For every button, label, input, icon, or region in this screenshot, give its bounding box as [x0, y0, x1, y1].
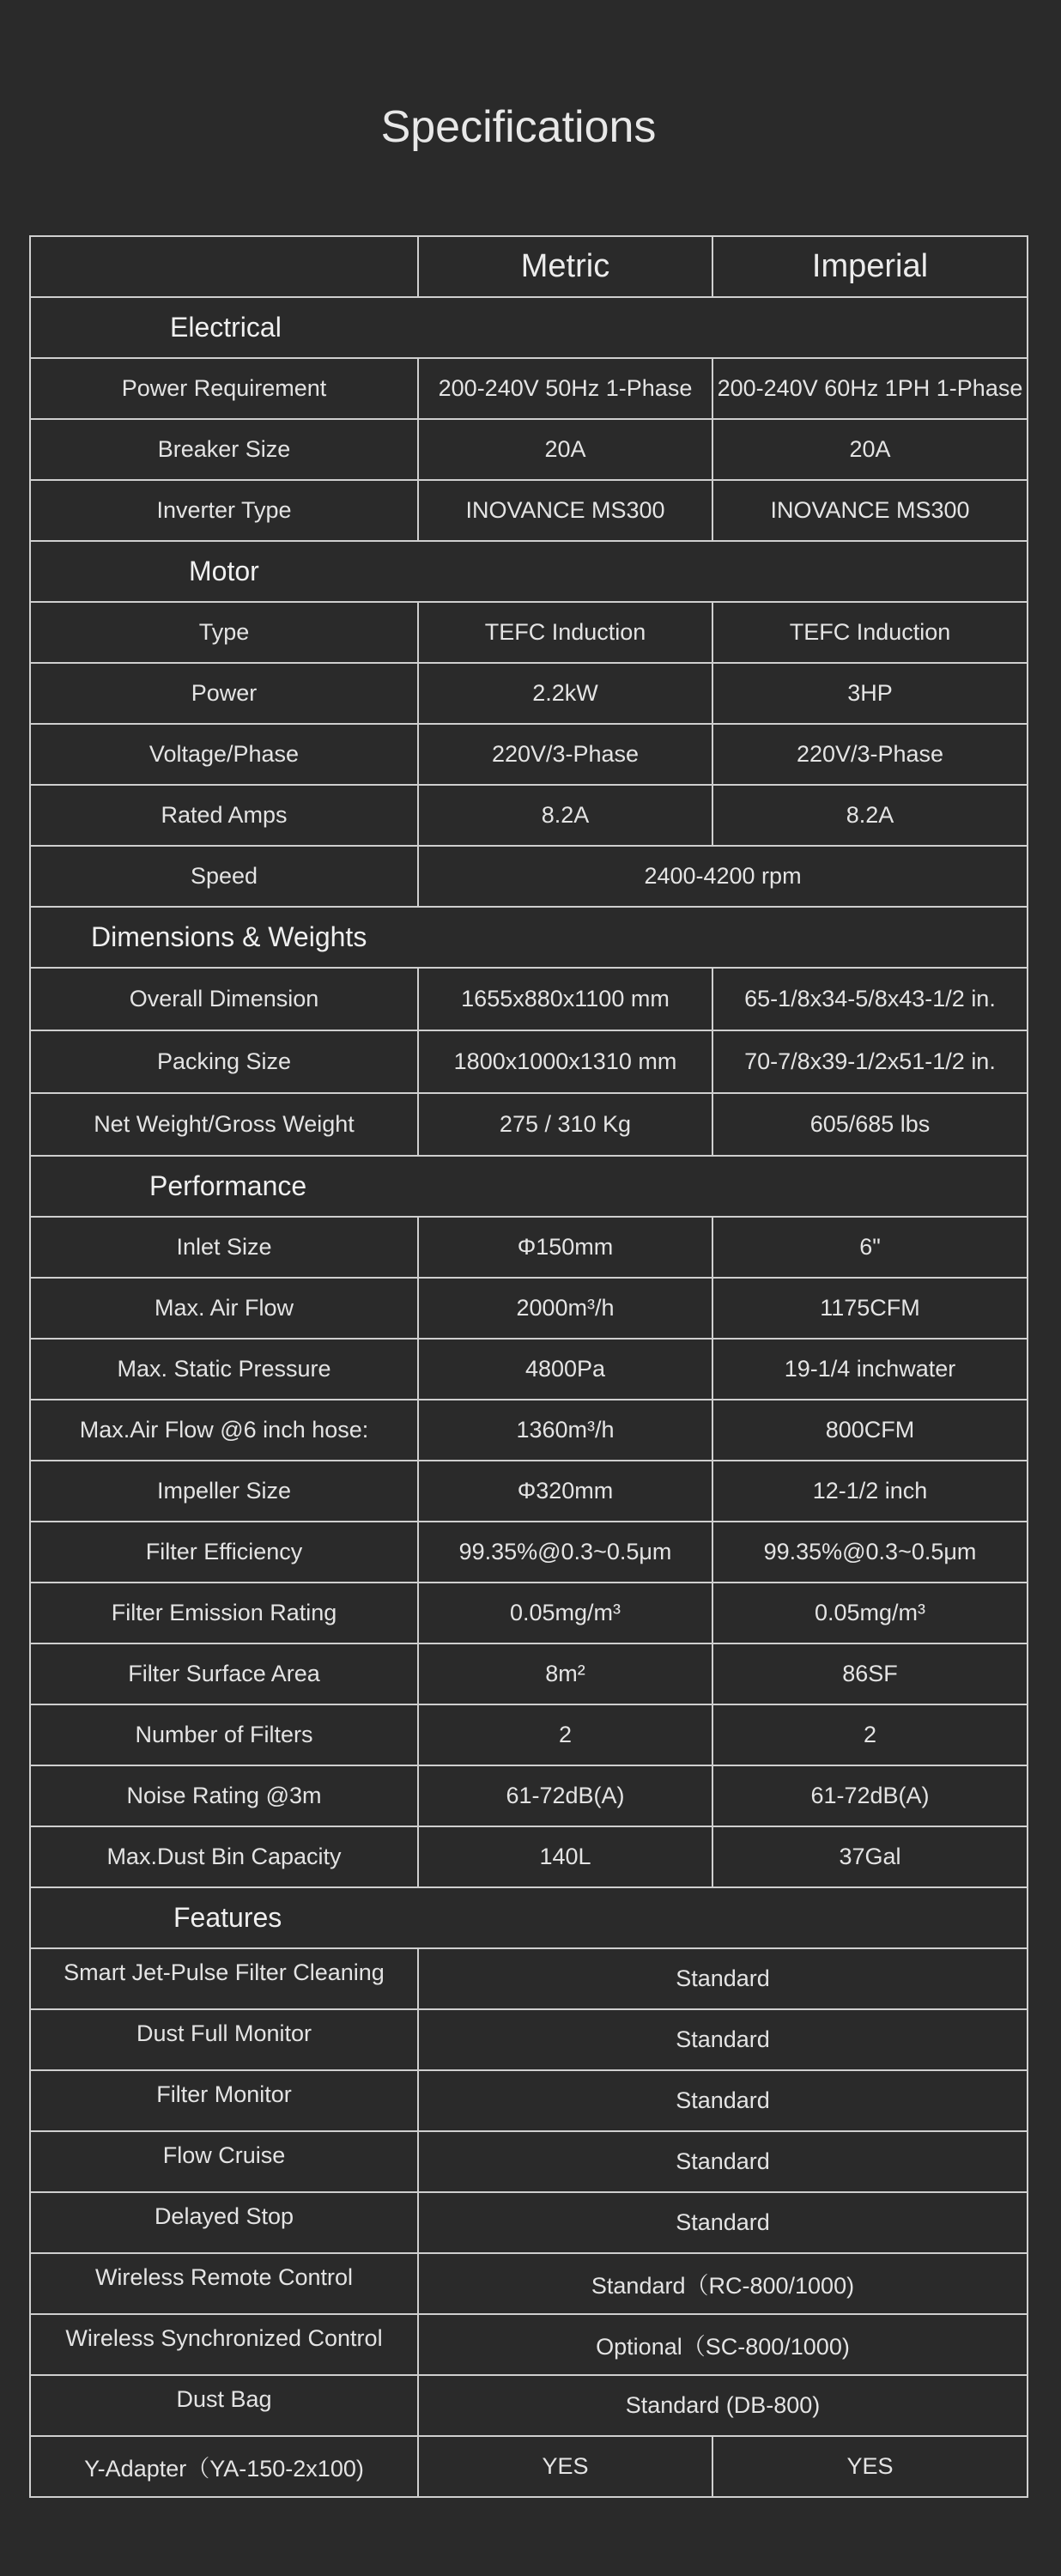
metric-value: 200-240V 50Hz 1-Phase [418, 358, 712, 419]
shared-value: Optional（SC-800/1000) [418, 2314, 1028, 2375]
row-label: Number of Filters [30, 1704, 418, 1765]
section-heading-text: Features [173, 1902, 282, 1933]
imperial-value: 200-240V 60Hz 1PH 1-Phase [712, 358, 1028, 419]
table-row [30, 1583, 1028, 1643]
section-heading-dimensions [30, 907, 1028, 968]
row-label: Net Weight/Gross Weight [30, 1093, 418, 1156]
row-label: Packing Size [30, 1030, 418, 1093]
column-header-metric: Metric [418, 236, 712, 297]
row-label: Overall Dimension [30, 968, 418, 1030]
imperial-value: 3HP [712, 663, 1028, 724]
imperial-value: 12-1/2 inch [712, 1461, 1028, 1522]
imperial-value: 65-1/8x34-5/8x43-1/2 in. [712, 968, 1028, 1030]
metric-value: YES [418, 2436, 712, 2497]
row-label: Max. Static Pressure [30, 1339, 418, 1400]
table-row [30, 1704, 1028, 1765]
shared-value: Standard [418, 2131, 1028, 2192]
imperial-value: 86SF [712, 1643, 1028, 1704]
table-row [30, 1826, 1028, 1887]
imperial-value: 20A [712, 419, 1028, 480]
section-heading-text: Performance [149, 1170, 307, 1201]
imperial-value: 70-7/8x39-1/2x51-1/2 in. [712, 1030, 1028, 1093]
metric-value: 99.35%@0.3~0.5μm [418, 1522, 712, 1583]
metric-value: 275 / 310 Kg [418, 1093, 712, 1156]
page-title: Specifications [380, 102, 657, 152]
table-row [30, 785, 1028, 846]
row-label: Flow Cruise [30, 2131, 418, 2192]
table-row [30, 1030, 1028, 1093]
row-label: Inlet Size [30, 1217, 418, 1278]
metric-value: 1800x1000x1310 mm [418, 1030, 712, 1093]
table-row [30, 419, 1028, 480]
imperial-value: 6" [712, 1217, 1028, 1278]
row-label: Max.Dust Bin Capacity [30, 1826, 418, 1887]
metric-value: INOVANCE MS300 [418, 480, 712, 541]
row-label: Y-Adapter（YA-150-2x100) [30, 2436, 418, 2497]
imperial-value: 37Gal [712, 1826, 1028, 1887]
specifications-table [29, 235, 1028, 2498]
table-row [30, 2070, 1028, 2131]
table-row [30, 1093, 1028, 1156]
table-row [30, 2009, 1028, 2070]
row-label: Filter Efficiency [30, 1522, 418, 1583]
section-heading-performance [30, 1156, 1028, 1217]
imperial-value: 19-1/4 inchwater [712, 1339, 1028, 1400]
row-label: Max. Air Flow [30, 1278, 418, 1339]
table-row [30, 846, 1028, 907]
metric-value: 1655x880x1100 mm [418, 968, 712, 1030]
imperial-value: 61-72dB(A) [712, 1765, 1028, 1826]
table-row [30, 602, 1028, 663]
row-label: Voltage/Phase [30, 724, 418, 785]
row-label: Delayed Stop [30, 2192, 418, 2253]
table-row [30, 1461, 1028, 1522]
table-row [30, 1217, 1028, 1278]
row-label: Wireless Remote Control [30, 2253, 418, 2314]
row-label: Power Requirement [30, 358, 418, 419]
table-row [30, 1948, 1028, 2009]
column-header-row [30, 236, 1028, 297]
column-header-imperial: Imperial [712, 236, 1028, 297]
table-row [30, 1643, 1028, 1704]
table-row [30, 1339, 1028, 1400]
section-row-dimensions [30, 907, 1028, 968]
imperial-value: 605/685 lbs [712, 1093, 1028, 1156]
shared-value: Standard [418, 2070, 1028, 2131]
row-label: Wireless Synchronized Control [30, 2314, 418, 2375]
imperial-value: 220V/3-Phase [712, 724, 1028, 785]
shared-value: Standard [418, 2009, 1028, 2070]
metric-value: 0.05mg/m³ [418, 1583, 712, 1643]
metric-value: Φ320mm [418, 1461, 712, 1522]
metric-value: 2000m³/h [418, 1278, 712, 1339]
row-label: Speed [30, 846, 418, 907]
section-row-electrical [30, 297, 1028, 358]
table-row [30, 1522, 1028, 1583]
table-row [30, 2314, 1028, 2375]
imperial-value: INOVANCE MS300 [712, 480, 1028, 541]
table-row [30, 1400, 1028, 1461]
row-label: Power [30, 663, 418, 724]
metric-value: Φ150mm [418, 1217, 712, 1278]
metric-value: 4800Pa [418, 1339, 712, 1400]
section-heading-features [30, 1887, 1028, 1948]
row-label: Dust Bag [30, 2375, 418, 2436]
row-label: Dust Full Monitor [30, 2009, 418, 2070]
row-label: Max.Air Flow @6 inch hose: [30, 1400, 418, 1461]
row-label: Filter Monitor [30, 2070, 418, 2131]
table-row [30, 2436, 1028, 2497]
metric-value: 61-72dB(A) [418, 1765, 712, 1826]
metric-value: 8.2A [418, 785, 712, 846]
table-row [30, 2131, 1028, 2192]
imperial-value: 0.05mg/m³ [712, 1583, 1028, 1643]
row-label: Filter Emission Rating [30, 1583, 418, 1643]
table-row [30, 2375, 1028, 2436]
metric-value: 140L [418, 1826, 712, 1887]
table-row [30, 2253, 1028, 2314]
metric-value: TEFC Induction [418, 602, 712, 663]
table-row [30, 1765, 1028, 1826]
imperial-value: TEFC Induction [712, 602, 1028, 663]
table-row [30, 358, 1028, 419]
metric-value: 2 [418, 1704, 712, 1765]
imperial-value: 2 [712, 1704, 1028, 1765]
section-row-features [30, 1887, 1028, 1948]
metric-value: 8m² [418, 1643, 712, 1704]
table-row [30, 480, 1028, 541]
row-label: Smart Jet-Pulse Filter Cleaning [30, 1948, 418, 2009]
table-row [30, 663, 1028, 724]
table-row [30, 968, 1028, 1030]
row-label: Inverter Type [30, 480, 418, 541]
metric-value: 1360m³/h [418, 1400, 712, 1461]
section-row-motor [30, 541, 1028, 602]
shared-value: Standard [418, 1948, 1028, 2009]
section-heading-text: Electrical [170, 312, 282, 343]
section-heading-electrical [30, 297, 1028, 358]
row-label: Filter Surface Area [30, 1643, 418, 1704]
section-row-performance [30, 1156, 1028, 1217]
section-heading-text: Motor [189, 556, 259, 586]
table-row [30, 724, 1028, 785]
imperial-value: 1175CFM [712, 1278, 1028, 1339]
header-empty-cell [30, 236, 418, 297]
row-label: Rated Amps [30, 785, 418, 846]
table-row [30, 2192, 1028, 2253]
row-label: Type [30, 602, 418, 663]
shared-value: Standard [418, 2192, 1028, 2253]
imperial-value: 8.2A [712, 785, 1028, 846]
row-label: Breaker Size [30, 419, 418, 480]
section-heading-text: Dimensions & Weights [91, 921, 367, 952]
shared-value: 2400-4200 rpm [418, 846, 1028, 907]
metric-value: 220V/3-Phase [418, 724, 712, 785]
imperial-value: YES [712, 2436, 1028, 2497]
shared-value: Standard (DB-800) [418, 2375, 1028, 2436]
table-row [30, 1278, 1028, 1339]
shared-value: Standard（RC-800/1000) [418, 2253, 1028, 2314]
imperial-value: 800CFM [712, 1400, 1028, 1461]
row-label: Noise Rating @3m [30, 1765, 418, 1826]
imperial-value: 99.35%@0.3~0.5μm [712, 1522, 1028, 1583]
metric-value: 20A [418, 419, 712, 480]
section-heading-motor [30, 541, 1028, 602]
row-label: Impeller Size [30, 1461, 418, 1522]
metric-value: 2.2kW [418, 663, 712, 724]
